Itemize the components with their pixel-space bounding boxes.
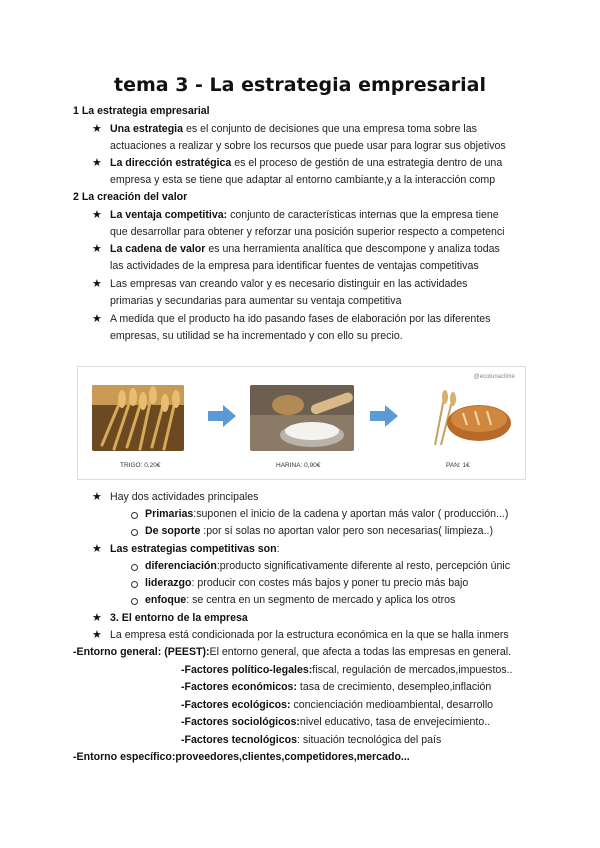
entorno-especifico: -Entorno específico:proveedores,clientes,competidores,mercado... — [73, 751, 410, 763]
bullet-valor: Las empresas van creando valor y es necesario distinguir en las actividades — [110, 278, 468, 290]
factor-ecologico: -Factores ecológicos: concienciación medioambiental, desarrollo — [181, 699, 494, 711]
bullet-direccion-cont: empresa y esta se tiene que adaptar al entorno cambiante,y a la interacción comp — [110, 174, 496, 186]
estrategia-liderazgo: liderazgo: producir con costes más bajos y poner tu precio más bajo — [145, 577, 469, 589]
section-1-heading: 1 La estrategia empresarial — [73, 105, 210, 117]
star-icon: ★ — [92, 629, 102, 641]
bullet-ventaja-cont: que desarrollar para obtener y reforzar una posición superior respecto a competenci — [110, 226, 505, 238]
star-icon: ★ — [92, 157, 102, 169]
section-2-heading: 2 La creación del valor — [73, 191, 188, 203]
star-icon: ★ — [92, 243, 102, 255]
caption-trigo: TRIGO: 0,20€ — [120, 462, 161, 469]
actividad-soporte: De soporte :por sí solas no aportan valor pero son necesarias( limpieza..) — [145, 525, 493, 537]
star-icon: ★ — [92, 278, 102, 290]
entorno-intro: La empresa está condicionada por la estructura económica en la que se halla inmers — [110, 629, 509, 641]
actividades-intro: Hay dos actividades principales — [110, 491, 259, 503]
factor-tecnologico: -Factores tecnológicos: situación tecnológica del país — [181, 734, 442, 746]
circle-icon — [131, 564, 138, 571]
caption-pan: PAN: 1€ — [446, 462, 470, 469]
circle-icon — [131, 512, 138, 519]
star-icon: ★ — [92, 543, 102, 555]
star-icon: ★ — [92, 313, 102, 325]
bullet-ventaja: La ventaja competitiva: conjunto de características internas que la empresa tiene — [110, 209, 499, 221]
factor-politico: -Factores político-legales:fiscal, regulación de mercados,impuestos.. — [181, 664, 513, 676]
bullet-cadena: La cadena de valor es una herramienta analítica que descompone y analiza todas — [110, 243, 500, 255]
value-chain-figure — [77, 366, 526, 480]
bread-photo — [423, 385, 515, 451]
entorno-general: -Entorno general: (PEEST):El entorno general, que afecta a todas las empresas en general. — [73, 646, 512, 658]
arrow-right-icon — [370, 405, 398, 427]
bullet-cadena-cont: las actividades de la empresa para identificar fuentes de ventajas competitivas — [110, 260, 479, 272]
bullet-estrategia: Una estrategia es el conjunto de decisiones que una empresa toma sobre las — [110, 123, 477, 135]
star-icon: ★ — [92, 123, 102, 135]
factor-economico: -Factores económicos: tasa de crecimiento, desempleo,inflación — [181, 681, 492, 693]
wheat-photo — [92, 385, 184, 451]
circle-icon — [131, 598, 138, 605]
figure-watermark: @ecotunaclime — [473, 374, 515, 380]
factor-sociologico: -Factores sociológicos:nivel educativo, tasa de envejecimiento.. — [181, 716, 491, 728]
bullet-producto-cont: empresas, su utilidad se ha incrementado y con ello su precio. — [110, 330, 403, 342]
estrategia-diferenciacion: diferenciación:producto significativamente diferente al resto, percepción únic — [145, 560, 511, 572]
bullet-estrategia-cont: actuaciones a realizar y sobre los recursos que puede usar para lograr sus objetivos — [110, 140, 506, 152]
bullet-direccion: La dirección estratégica es el proceso de gestión de una estrategia dentro de una — [110, 157, 503, 169]
flour-photo — [250, 385, 354, 451]
actividad-primarias: Primarias:suponen el inicio de la cadena y aportan más valor ( producción...) — [145, 508, 509, 520]
section-3-heading: 3. El entorno de la empresa — [110, 612, 248, 624]
bullet-valor-cont: primarias y secundarias para aumentar su ventaja competitiva — [110, 295, 402, 307]
caption-harina: HARINA: 0,90€ — [276, 462, 321, 469]
estrategias-competitivas: Las estrategias competitivas son: — [110, 543, 280, 555]
bullet-producto: A medida que el producto ha ido pasando fases de elaboración por las diferentes — [110, 313, 491, 325]
star-icon: ★ — [92, 612, 102, 624]
page-title: tema 3 - La estrategia empresarial — [114, 74, 486, 96]
star-icon: ★ — [92, 491, 102, 503]
circle-icon — [131, 529, 138, 536]
estrategia-enfoque: enfoque: se centra en un segmento de mercado y aplica los otros — [145, 594, 456, 606]
arrow-right-icon — [208, 405, 236, 427]
star-icon: ★ — [92, 209, 102, 221]
circle-icon — [131, 581, 138, 588]
